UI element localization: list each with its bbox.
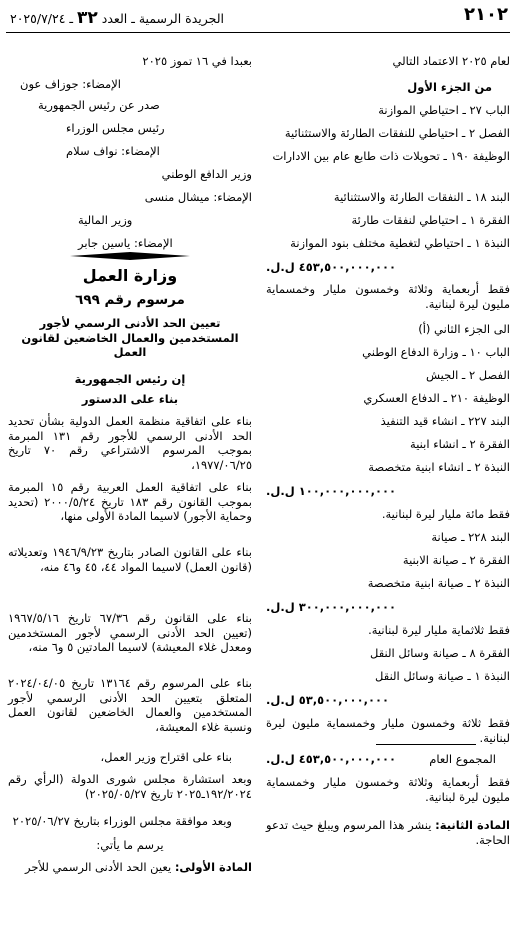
ornament-divider [70, 252, 130, 260]
running-head [10, 8, 224, 28]
official-title: وزير المالية [78, 213, 133, 227]
recital: وبعد موافقة مجلس الوزراء بتاريخ ٢٠٢٥/٠٦/٢٧ [12, 814, 232, 828]
budget-line: الباب ١٠ ـ وزارة الدفاع الوطني [362, 345, 510, 359]
budget-line: النبذة ١ ـ احتياطي لتغطية مختلف بنود الموازنة [290, 236, 510, 250]
recital: بناء على اتفاقية منظمة العمل الدولية بشأن تحديد الحد الأدنى الرسمي للأجور رقم ١٣١ المبرمة بموجب المرسوم الاشتراعي رقم ٧٠ تاريخ ١٩٧٧/٠٦/٢٥، [8, 414, 252, 473]
ministry-heading: وزارة العمل [82, 266, 178, 285]
total-in-words: فقط أربعماية وثلاثة وخمسون مليار وخمسماية مليون ليرة لبنانية. [266, 775, 510, 804]
article-2 [266, 818, 510, 847]
article-1-text: يعين الحد الأدنى الرسمي للأجر [25, 860, 172, 874]
page-header [6, 4, 510, 30]
recital: بناء على اتفاقية العمل العربية رقم ١٥ المبرمة بموجب القانون رقم ١٨٣ تاريخ ٢٠٠٠/٥/٢٤ (تحديد وحماية الأجور) لاسيما المادة الأولى منها، [8, 480, 252, 524]
budget-line: النبذة ٢ ـ صيانة ابنية متخصصة [367, 576, 510, 590]
official-title: رئيس مجلس الوزراء [66, 121, 165, 135]
budget-line: الفصل ٢ ـ احتياطي للنفقات الطارئة والاستثنائية [284, 126, 510, 140]
amount-in-words: فقط ثلاثة وخمسون مليار وخمسماية مليون ليرة لبنانية. [266, 716, 510, 745]
president-line: إن رئيس الجمهورية [74, 372, 186, 386]
constitution-line: بناء على الدستور [81, 392, 179, 406]
total-label: المجموع العام [429, 752, 496, 766]
budget-line: البند ٢٢٨ ـ صيانة [431, 530, 510, 544]
article-2-label: المادة الثانية: [435, 818, 510, 832]
official-title: وزير الدافع الوطني [161, 167, 252, 181]
budget-line: الفقرة ٢ ـ انشاء ابنية [410, 437, 510, 451]
signature: الإمضاء: ياسين جابر [78, 236, 173, 250]
recital: بناء على اقتراح وزير العمل، [100, 750, 232, 764]
part2-title: الى الجزء الثاني (أ) [418, 322, 510, 336]
amount: ٣٠٠,٠٠٠,٠٠٠,٠٠٠ ل.ل. [266, 600, 397, 614]
gazette-name: الجريدة الرسمية ـ العدد [101, 11, 225, 26]
amount: ١٠٠,٠٠٠,٠٠٠,٠٠٠ ل.ل. [266, 484, 397, 498]
page-number: ٢١٠٢ [464, 4, 508, 25]
amount: ٥٣,٥٠٠,٠٠٠,٠٠٠ ل.ل. [266, 693, 390, 707]
decree-title: مرسوم رقم ٦٩٩ [75, 292, 185, 308]
amount-in-words: فقط أربعماية وثلاثة وخمسون مليار وخمسماية مليون ليرة لبنانية. [266, 282, 510, 311]
amount-in-words: فقط مائة مليار ليرة لبنانية. [381, 507, 510, 521]
article-1 [25, 860, 252, 875]
header-rule [6, 32, 510, 33]
signature: الإمضاء: نواف سلام [66, 144, 160, 158]
article-2-text: ينشر هذا المرسوم ويبلغ حيث تدعو الحاجة. [266, 818, 510, 847]
budget-line: الفصل ٢ ـ الجيش [426, 368, 510, 382]
total-amount: ٤٥٣,٥٠٠,٠٠٠,٠٠٠ ل.ل. [266, 752, 397, 766]
budget-line: الفقرة ٢ ـ صيانة الابنية [402, 553, 510, 567]
budget-line: الوظيفة ١٩٠ ـ تحويلات ذات طابع عام بين الادارات [272, 149, 510, 163]
recital: وبعد استشارة مجلس شورى الدولة (الرأي رقم ١٩٢/٢٠٢٤ـ٢٠٢٥ تاريخ ٢٠٢٥/٠٥/٢٧) [8, 772, 252, 801]
recital: بناء على المرسوم رقم ١٣١٦٤ تاريخ ٢٠٢٤/٠٤/٠٥ المتعلق بتعيين الحد الأدنى الرسمي لأجور المستخدمين والعمال الخاضعين لقانون العمل ونسبة غلاء المعيشة، [8, 676, 252, 735]
budget-line: الباب ٢٧ ـ احتياطي الموازنة [378, 103, 510, 117]
intro-line: لعام ٢٠٢٥ الاعتماد التالي [392, 54, 510, 68]
amount-in-words: فقط ثلاثماية مليار ليرة لبنانية. [368, 623, 510, 637]
signature: الإمضاء: جوزاف عون [20, 77, 121, 91]
recital: بناء على القانون رقم ٦٧/٣٦ تاريخ ١٩٦٧/٥/١٦ (تعيين الحد الأدنى الرسمي لأجور المستخدمين ومعدل غلاء المعيشة) لاسيما المادتين ٥ و٦ منه، [8, 611, 252, 655]
decrees-line: يرسم ما يأتي: [96, 838, 164, 852]
budget-line: البند ٢٢٧ ـ انشاء قيد التنفيذ [380, 414, 510, 428]
budget-line: النبذة ١ ـ صيانة وسائل النقل [375, 669, 510, 683]
recital: بناء على القانون الصادر بتاريخ ١٩٤٦/٩/٢٣ وتعديلاته (قانون العمل) لاسيما المواد ٤٤، ٤٥ و٤٦ منه، [8, 545, 252, 574]
decree-subject: تعيين الحد الأدنى الرسمي لأجور المستخدمين والعمال الخاضعين لقانون العمل [21, 316, 239, 360]
budget-line: الفقرة ٨ ـ صيانة وسائل النقل [370, 646, 510, 660]
budget-line: الفقرة ١ ـ احتياطي لنفقات طارئة [351, 213, 510, 227]
part1-title: من الجزء الأول [407, 80, 492, 94]
budget-line: الوظيفة ٢١٠ ـ الدفاع العسكري [363, 391, 510, 405]
amount: ٤٥٣,٥٠٠,٠٠٠,٠٠٠ ل.ل. [266, 260, 397, 274]
budget-line: النبذة ٢ ـ انشاء ابنية متخصصة [368, 460, 510, 474]
total-separator [376, 744, 476, 745]
signing-place-date: بعبدا في ١٦ تموز ٢٠٢٥ [142, 54, 252, 68]
article-1-label: المادة الأولى: [174, 860, 252, 874]
issue-number: ٣٢ [77, 8, 98, 28]
issued-by: صدر عن رئيس الجمهورية [38, 98, 160, 112]
signature: الإمضاء: ميشال منسى [144, 190, 252, 204]
issue-date: ـ ٢٠٢٥/٧/٢٤ [10, 11, 74, 26]
budget-line: البند ١٨ ـ النفقات الطارئة والاستثنائية [333, 190, 510, 204]
ornament-divider [130, 252, 190, 260]
